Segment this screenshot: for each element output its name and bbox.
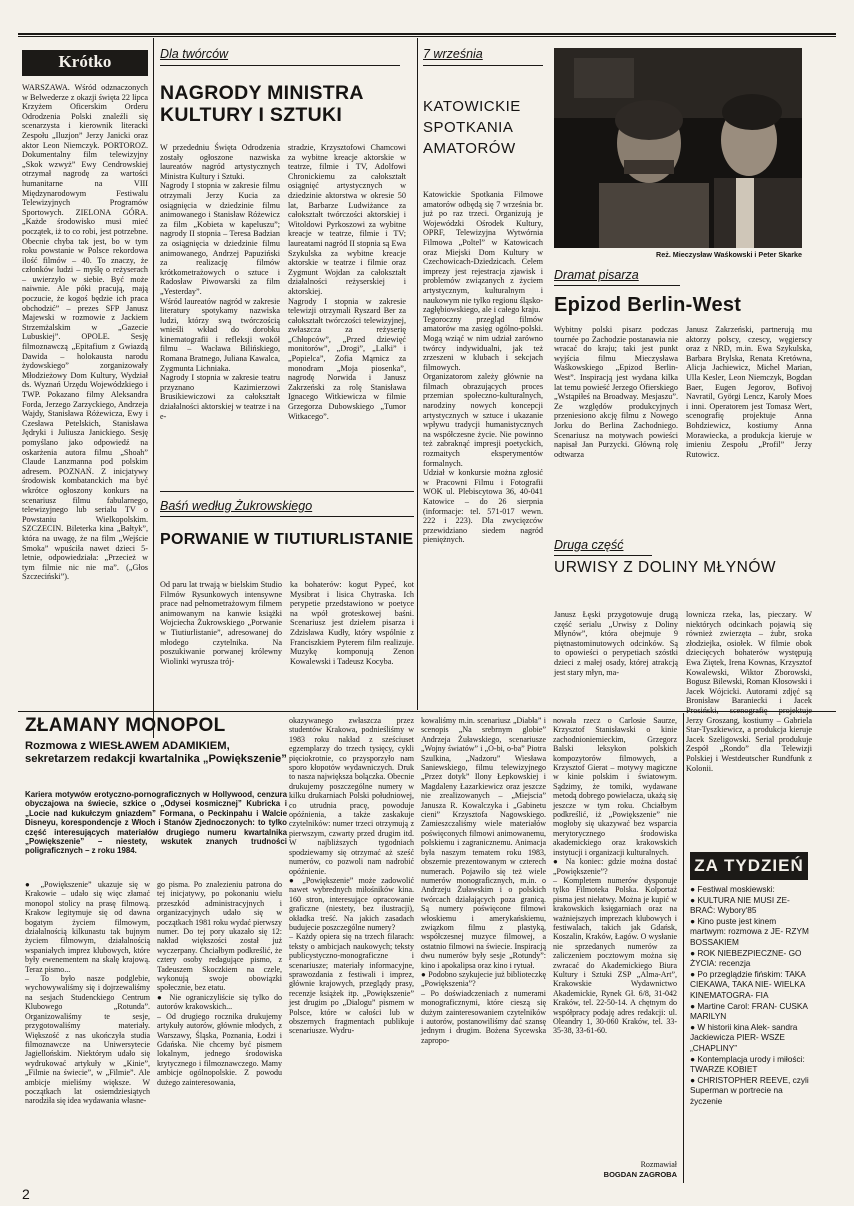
- porwanie-title: PORWANIE W TIUTIURLISTANIE: [160, 531, 414, 548]
- film-still-photo: [554, 48, 802, 248]
- krotko-text: WARSZAWA. Wśród odznaczonych w Belwederze z okazji święta 22 lipca Krzyżem Oficerskim Orderu Odrodzenia Polski znaleźli się scenarzysta i kierownik literacki Zespołu „Iluzjon” Jerzy Janicki oraz aktor Leon Niemczyk. PORTOROZ. Dokumentalny film telewizyjny „Skok wzwyż” Ewy Cendrowskiej otrzymał nagrodę za wartości humanitarne na VIII Międzynarodowym Festiwalu Telewizyjnych Programów Sportowych. ZIELONA GÓRA. „Każde środowisko musi mieć początek, iż to co robi, jest potrzebne. Obecnie chyba tak jest, bo w tym roku powstanie w Polsce rekordowa ilość filmów – 40. To znaczy, że członków ludzi – myślę o reżyserach – uwierzyło w siebie. Być może naiwnie. Ale póki pracują, mają poczucie, że kogoś będzie ich praca obchodzić” – prezes SFP Janusz Majewski w rozmowie z Jackiem Strzemżalskim w „Gazecie Lubuskiej”. OPOLE. Sesję filmoznawczą „Epitafium z Gwiazdą Dawida – holokausta narodu żydowskiego” zorganizowały Młodzieżowy Dom Kultury, Wydział ds. Wyznań Urzędu Wojewódzkiego i TWP. Pokazano filmy Aleksandra Forda, Jerzego Zarzyckiego, Andrzeja Wajdy, Stanisława Różewicza, Ewy i Czesława Petelskich, Stanisława Jędryki i Juliusza Janickiego. Sesję pomyślano jako odpowiedź na oskarżenia autora filmu „Shoah” Claude Lanzmanna pod polskim adresem. POZNAŃ. Z inicjatywy środowisk kombatanckich ma być wkrótce ogłoszony konkurs na scenariusz filmu fabularnego, telewizyjnego lub serialu TV o Powstaniu Wielkopolskim. SZCZECIN. Bileterka kina „Bałtyk”, która na uwagę, że na film „Wejście Smoka” wpuściła nawet dzieci 5-letnie, odpowiedziała: „Przecież w tym filmie nic nie ma”. („Głos Szczeciński”).: [22, 83, 148, 582]
- photo-caption: Reż. Mieczysław Waśkowski i Peter Skarke: [656, 250, 802, 259]
- signoff-label: Rozmawiał: [640, 1160, 677, 1169]
- column-divider: [417, 38, 418, 710]
- katowickie-kicker: 7 września: [423, 47, 483, 61]
- urwisy-col1: Janusz Łęski przygotowuje drugą część serialu „Urwisy z Doliny Młynów”, która obejmuje 9 piętnastominutowych odcinków. Są to opowieści o perypetiach szóstki dzieci z małej osady, której atrakcją jest stary młyn, ma-: [554, 610, 678, 677]
- monopol-col5: nowała rzecz o Carlosie Saurze, Krzysztof Stanisławski o kinie zachodnioniemieckim, Grzegorz Balski leksykon polskich kompozytorów filmowych, a Krzysztof Gierat – motywy magiczne w kinie polskim i światowym. Sądzimy, że tomiki, wydawane metodą dobrego powielacza, ukażą się jeszcze w tym roku. Chciałbym podkreślić, iż „Powiększenie” nie mogłoby się ukazywać bez wsparcia merytorycznego środowiska akademickiego oraz krakowskich instytucji i organizacji kulturalnych. ● Na koniec: gdzie można dostać „Powiększenie”? – Kompletem numerów dysponuje tylko Filmoteka Polska. Kolportaż pisma jest niełatwy. Można je kupić w krakowskich księgarniach oraz na ważniejszych imprezach klubowych i festiwalach, takich jak Gdańsk, Koszalin, Kraków, Łagów. O wysłanie nie sprzedanych numerów za zaliczeniem pocztowym można się zwracać do Akademickiego Biura Kultury i Sztuki ZSP „Alma-Art”, Krakowskie Wydawnictwo Akademickie, Rynek Gł. 6/8, 31-042 Kraków, tel. 22-50-14. A chętnym do współpracy podaję adres redakcji: ul. Oleandry 1, 30-060 Kraków, tel. 33-35-38, 33-61-60.: [553, 716, 677, 1036]
- kicker-rule: [554, 555, 652, 556]
- nagrody-kicker: Dla twórców: [160, 47, 229, 61]
- monopol-col3: okazywanego zwłaszcza przez studentów Krakowa, podnieśliśmy w 1983 roku nakład z sześciuset egzemplarzy do trzech tysięcy, cykli pięciokrotnie, co przysporzyło nam sporo kłopotów wydawniczych. Druk to nasza największa bolączka. Obecnie drukujemy poszczególne numery w kilku drukarniach Polski południowej, co utrudnia pracę, powoduje opóźnienia, a także zaskakuje czytelników: numer trzeci otrzymują z pierwszym, czwarty przed drugim itd. W najbliższych tygodniach spodziewamy się otrzymać aż sześć numerów, co pozwoli nam nadrobić opóźnienie. ● „Powiększenie” może zadowolić nawet wybrednych miłośników kina. 160 stron, interesujące opracowanie graficzne (niestety, bez ilustracji), okładka treść. Na jakich zasadach budujecie poszczególne numery? – Każdy opiera się na trzech filarach: teksty o ambicjach naukowych; teksty publicystyczno-monograficzne i scenariusze; materiały informacyjne, sprawozdania z festiwali i imprez, głównie krajowych, przeglądy prasy, recenzje książek itp. „Powiększenie” jest drugim po „Dialogu” pismem w Polsce, które w całości lub w obszernych fragmentach publikuje scenariusze. Wydru-: [289, 716, 414, 1036]
- epizod-col1: Wybitny polski pisarz podczas tournée po Zachodzie postanawia nie wracać do kraju; taki jest punkt wyjścia filmu Mieczysława Waśkowskiego „Epizod Berlin-West”. Inspiracją jest wydana kilka lat temu powieść Jerzego Ofierskiego „Wstąpiłeś na Broadway. Mesjaszu”. Ze względów produkcyjnych przeniesiono akcję filmu z Nowego Jorku do Berlina Zachodniego. Scenariusz na motywach powieści napisał Jan Purzycki. Główną rolę odtwarza: [554, 325, 678, 459]
- signoff-name: BOGDAN ZAGROBA: [603, 1170, 677, 1179]
- top-rule-thin: [18, 36, 836, 37]
- monopol-col4: kowaliśmy m.in. scenariusz „Diabła” i scenopis „Na srebrnym globie” Andrzeja Żuławskiego, scenariusze „Wojny światów” i „O-bi, o-ba” Piotra Szulkina, „Nadzoru” Wiesława Saniewskiego, filmu telewizyjnego „Przez dotyk” Ilony Łepkowskiej i Magdaleny Łazarkiewicz oraz jeszcze nie zrealizowanych – „Miejscia” Janusza R. Kowalczyka i „Gabinetu cieni” Krzysztofa Nagowskiego. Zamieszczaliśmy wiele materiałów poświęconych filmowi animowanemu, polskiemu i zagranicznemu. Animacja była naszym tematem roku 1983, obszernie prezentowanym w czterech numerach. Pojawiło się też wiele numerów monograficznych, m.in. o Andrzeju Żuławskim i o polskich twórcach działających poza granicą. Są numery poświęcone filmowi włoskiemu i amerykańskiemu, związkom filmu z plastyką, współczesnej muzyce filmowej, a ostatnio filmowi na świecie. Inspiracją dwu numerów były sesje „Rotundy”: kino i apokalipsa oraz kino i rytuał. ● Podobno szykujecie już biblioteczkę „Powiększenia”? – Po doświadczeniach z numerami monograficznymi, które cieszą się dużym zainteresowaniem czytelników i autorów, postanowiliśmy dać szansę jednym i drugim. Bożena Sycewska zapropo-: [421, 716, 546, 1045]
- top-rule: [18, 33, 836, 35]
- krotko-title: Krótko: [22, 50, 148, 76]
- katowickie-text: Katowickie Spotkania Filmowe amatorów odbędą się 7 września br. już po raz trzeci. Organizują je Wojewódzki Ośrodek Kultury, OPRF, Telewizyjna Wytwórnia Filmowa „Poltel” w Katowicach oraz Miejski Dom Kultury w Czechowicach-Dziedzicach. Celem imprezy jest rejestracja zjawisk i problemów związanych z życiem artystycznym, kulturalnym i naukowym nie tylko regionu śląsko-zagłębiowskiego, ale i całego kraju. Tegoroczny przegląd filmów amatorów ma zasięg ogólno-polski. Mogą wziąć w nim udział zarówno twórcy indywidualni, jak też zrzeszeni w klubach i sekcjach filmowych. Organizatorom zależy głównie na filmach obrazujących proces przemian społeczno-kulturalnych, narodziny nowych koncepcji artystycznych w sztuce i ukazanie wpływu tradycji humanistycznych na współczesne życie. Nie powinno też zabraknąć impresji poetyckich, rozmaitych eksperymentów formalnych. Udział w konkursie można zgłosić w Pracowni Filmu i Fotografii WOK ul. Plebiscytowa 36, 40-041 Katowice – do 26 sierpnia (informacje: tel. 571-017 wewn. 222 i 223). Dla zwycięzców przewidziano siedem nagród pieniężnych.: [423, 190, 543, 545]
- urwisy-title: URWISY Z DOLINY MŁYNÓW: [554, 559, 777, 576]
- porwanie-top-rule: [160, 491, 414, 492]
- kicker-rule: [160, 65, 400, 66]
- film-still-image: [554, 48, 802, 248]
- porwanie-col2: ka bohaterów: kogut Pypeć, kot Mysibrat i lisica Chytraska. Ich perypetie przedstawiono w poetyce na wpół groteskowej baśni. Scenariusz jest dziełem pisarza i Zdzisława Kudły, który wspólnie z Franciszkiem Pyterem film realizuje. Muzykę komponują Zenon Kowalewski i Tadeusz Kocyba.: [290, 580, 414, 666]
- tydzien-title: ZA TYDZIEŃ: [690, 852, 808, 880]
- monopol-col1: ● „Powiększenie” ukazuje się w Krakowie – udało się więc złamać monopol stolicy na prasę filmową. Krakow legitymuje się od dawna bogatym życiem filmowym, działalnością kilkunastu tak bujnym życiem filmowym, działalnością wspaniałych imprez klubowych, które były ewenementem na skalę krajową. Teraz pismo... – To było nasze podglebie, wychowywaliśmy się i dojrzewaliśmy na sesjach Studenckiego Centrum Klubowego „Rotunda”. Organizowaliśmy te sesje, przygotowaliśmy materiały. Większość z nas ukończyła studia filmoznawcze na Uniwersytecie Jagiellońskim. Niektórym udało się wydrukować artykuły w „Kinie”, „Filmie na świecie”, w „Filmie”. Ale ambicje mieliśmy większe. W początkach lat osiemdziesiątych narodziła się idea wydawania własne-: [25, 880, 150, 1106]
- tydzien-list: ● Festiwal moskiewski: ● KULTURA NIE MUSI ZE- BRAĆ: Wybory'85 ● Kino puste jest kinem martwym: rozmowa z JE- RZYM BOSSAKIEM ● ROK NIEBEZPIECZNE- GO ŻYCIA: recenzja ● Po przeglądzie fińskim: TAKA CIEKAWA, TAKA NIE- WIELKA KINEMATOGRA- FIA ● Martine Carol: FRAN- CUSKA MARILYN ● W historii kina Alek- sandra Jackiewicza PIER- WSZE „CHAPLINY” ● Kontemplacja urody i miłości: TWARZE KOBIET ● CHRISTOPHER REEVE, czyli Superman w portrecie na życzenie: [690, 884, 809, 1106]
- epizod-kicker: Dramat pisarza: [554, 268, 639, 282]
- kicker-rule: [423, 65, 543, 66]
- urwisy-kicker: Druga część: [554, 538, 624, 552]
- monopol-col2: go pisma. Po znalezieniu patrona do tej inicjatywy, po pokonaniu wielu przeszkód administracyjnych i organizacyjnych udało się w początkach 1981 roku wydać pierwszy numer. Do tej pory ukazało się 12: nakład większości został już wyczerpany. Chciałbym podkreślić, że cztery osoby redagujące pismo, z Tadeuszem Skoczkiem na czele, wykonują swoje obowiązki społecznie, bez etatu. ● Nie ograniczyliście się tylko do autorów krakowskich... – Od drugiego rocznika drukujemy artykuły autorów, głównie młodych, z Warszawy, Śląska, Poznania, Łodzi i Gdańska. Nie chcemy być pismem lokalnym, jednego środowiska krytycznego i filmoznawczego. Mamy ambicje ogólnopolskie. Z powodu dużego zainteresowania,: [157, 880, 282, 1087]
- page-number: 2: [22, 1186, 30, 1202]
- katowickie-title: KATOWICKIE SPOTKANIA AMATORÓW: [423, 98, 521, 157]
- nagrody-col1: W przededniu Święta Odrodzenia zostały ogłoszone nazwiska laureatów nagród artystycznych Ministra Kultury i Sztuki. Nagrody I stopnia w zakresie filmu otrzymali Jerzy Kucia za osiągnięcia w dziedzinie filmu animowanego i Stanisław Różewicz za film „Kobieta w kapeluszu”; nagrody II stopnia – Teresa Badzian za osiągnięcia w dziedzinie filmu animowanego, Andrzej Papuziński za realizację filmów krótkometrażowych o sztuce i Radosław Piwowarski za film „Yesterday”. Wśród laureatów nagród w zakresie literatury spotykamy nazwiska ludzi, którzy swą twórczością wnieśli wkład do dorobku kinematografii i refleksji wokół filmu – Wacława Bilińskiego, Romana Bratnego, Juliana Kawalca, Zygmunta Lichniaka. Nagrody I stopnia w zakresie teatru przyznano Kazimierzowi Brusikiewiczowi za całokształt działalności aktorskiej w teatrze i na e-: [160, 143, 280, 421]
- porwanie-kicker: Baśń według Żukrowskiego: [160, 499, 313, 513]
- porwanie-kicker-rule: [160, 516, 414, 517]
- urwisy-col2: lownicza rzeka, las, pieczary. W niektórych odcinkach pojawią się również zwierzęta – żubr, sroka złodziejka, osiołek. W filmie obok dziecięcych bohaterów występują Ewa Ziętek, Irena Kownas, Krzysztof Kowalewski, Wiktor Zborowski, Bogusz Bilewski, Roman Kłosowski i Jacek Wójcicki. Autorami zdjęć są Bronisław Baraniecki i Jacek Jerzy Groszang, kostiumy – Gabriela Star-Tyszkiewicz, a produkcja kieruje Jacek Szeligowski. Serial produkuje Zespół „Rondo” dla Telewizji Polskiej i Westdeutscher Rundfunk z Kolonii.: [686, 610, 812, 773]
- kicker-rule: [554, 285, 680, 286]
- monopol-title: ZŁAMANY MONOPOL: [25, 715, 226, 736]
- epizod-title: Epizod Berlin-West: [554, 294, 742, 316]
- porwanie-col1: Od paru lat trwają w bielskim Studio Filmów Rysunkowych intensywne prace nad pełnometrażowym filmem animowanym na kanwie książki Wojciecha Żukrowskiego „Porwanie w Tiutiurlistanie”, adresowanej do młodego czytelnika. Na poszukiwanie porwanej królewny Wiolinki wyrusza trój-: [160, 580, 282, 666]
- section-rule: [18, 711, 836, 712]
- nagrody-col2: stradzie, Krzysztofowi Chamcowi za wybitne kreacje aktorskie w teatrze, filmie i TV, Adolfowi Chronickiemu za całokształt osiągnięć artystycznych w dziedzinie aktorstwa w okresie 50 lat, Barbarze Ludwiżance za całokształt twórczości aktorskiej i Witoldowi Pyrkoszowi za wybitne kreacje w teatrze, filmie i TV; laureatami nagród II stopnia są Ewa Szykulska za wybitne kreacje aktorskie w teatrze i filmie oraz Zygmunt Wojdan za całokształt działalności reżyserskiej i aktorskiej. Nagrody I stopnia w zakresie telewizji otrzymali Ryszard Ber za całokształt twórczości telewizyjnej, zwłaszcza za reżyserię „Chłopców”, „Przed dziewięć monitorów”, „Drogi”, „Lalki” i „Popielca”, Zofia Mąrnicz za monodram „Moja piosenka”, nagrodę Norwida i Janusz Zakrzeński za rolę Stanisława Ignacego Witkiewicza w filmie Grzegorza Dubowskiego „Tumor Witkacego”.: [288, 143, 406, 421]
- column-divider: [153, 38, 154, 738]
- epizod-col2: Janusz Zakrzeński, partnerują mu aktorzy polscy, czescy, węgierscy oraz z NRD, m.in. Ewa Szykulska, Barbara Brylska, Renata Kretówna, Alicja Jachiewicz, Michel Marian, Ulla Kesler, Leon Niemczyk, Bogdan Baer, Eugen Jegorov, Bofivoj Navratil, Györgi Lencz, Karoly Moes i inni. Operatorem jest Tomasz Wert, scenografię projektuje Anna Bohdziewicz, kostiumy Anna Morawiecka, a produkcja kieruje w imieniu Zespołu „Profil” Jerzy Rutowicz.: [686, 325, 812, 459]
- nagrody-title: NAGRODY MINISTRA KULTURY I SZTUKI: [160, 82, 364, 126]
- monopol-lead: Kariera motywów erotyczno-pornograficznych w Hollywood, cenzura obyczajowa na świecie, szkice o „Odysei kosmicznej” Kubricka i „Locie nad kukułczym gniazdem” Formana, o Peckinpahu i Walcie Disneyu, korespondencje z Włoch i Stanów Zjednoczonych: to tylko część interesujących materiałów drugiego numeru kwartalnika „Powiększenie” – niestety, wskutek znanych trudności poligraficznych – z roku 1984.: [25, 790, 287, 856]
- column-divider: [683, 713, 684, 1183]
- monopol-subtitle: Rozmowa z WIESŁAWEM ADAMIKIEM, sekretarzem redakcji kwartalnika „Powiększenie”: [25, 740, 287, 765]
